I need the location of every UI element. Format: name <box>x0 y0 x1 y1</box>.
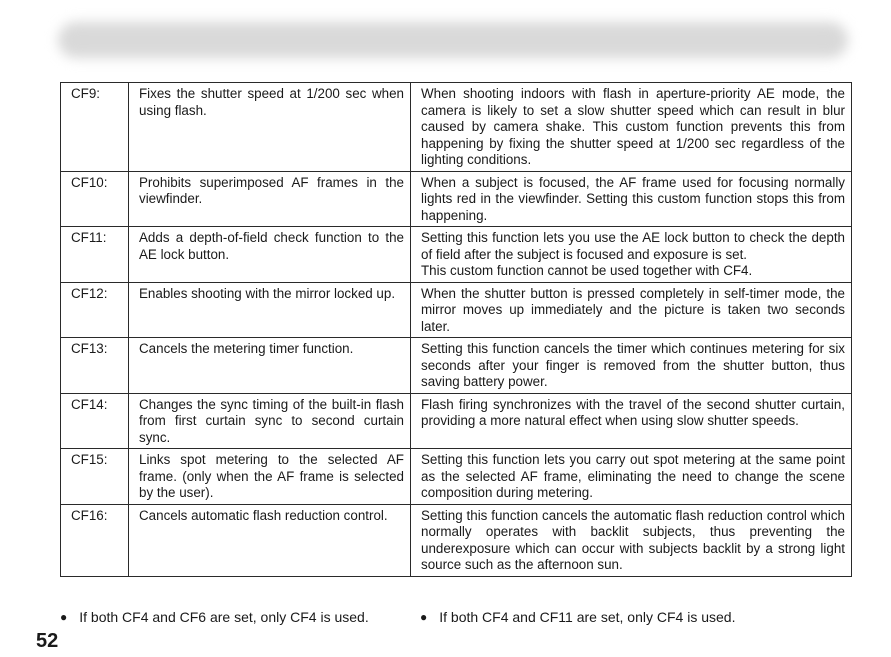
cf-description: Setting this function cancels the automatic flash reduction control which normally operates with backlit subjects, thus preventing the underexposure which can occur with subjects backlit by a strong light source such as the afternoon sun. <box>411 504 852 576</box>
table-row <box>61 83 852 172</box>
footnote-text: If both CF4 and CF11 are set, only CF4 is used. <box>439 609 736 625</box>
cf-code: CF10: <box>61 171 129 227</box>
cf-function: Fixes the shutter speed at 1/200 sec when using flash. <box>129 83 411 172</box>
footnote-text: If both CF4 and CF6 are set, only CF4 is used. <box>79 609 369 625</box>
cf-description: Setting this function lets you carry out spot metering at the same point as the selected AF frame, eliminating the need to change the scene composition during metering. <box>411 449 852 505</box>
cf-description: Setting this function cancels the timer which continues metering for six seconds after your finger is removed from the shutter button, thus saving battery power. <box>411 338 852 394</box>
cf-description: Setting this function lets you use the AE lock button to check the depth of field after the subject is focused and exposure is set. <box>421 230 845 262</box>
cf-function: Adds a depth-of-field check function to the AE lock button. <box>129 227 411 283</box>
cf-code: CF12: <box>61 282 129 338</box>
cf-description-cell <box>411 227 852 283</box>
cf-description: Flash firing synchronizes with the travel of the second shutter curtain, providing a more natural effect when using slow shutter speeds. <box>411 393 852 449</box>
table-row <box>61 504 852 576</box>
bullet-icon: ● <box>420 610 428 624</box>
header-band <box>58 22 848 58</box>
cf-description: When a subject is focused, the AF frame used for focusing normally lights red in the viewfinder. Setting this custom function stops this from happening. <box>411 171 852 227</box>
table-row <box>61 449 852 505</box>
cf-description: When shooting indoors with flash in aperture-priority AE mode, the camera is likely to set a slow shutter speed which can result in blur caused by camera shake. This custom function prevents this from happening by fixing the shutter speed at 1/200 sec regardless of the lighting conditions. <box>411 83 852 172</box>
page-number: 52 <box>36 630 59 652</box>
footnote-left <box>60 608 420 626</box>
custom-function-table <box>60 82 852 577</box>
cf-code: CF9: <box>61 83 129 172</box>
table-row <box>61 171 852 227</box>
cf-code: CF15: <box>61 449 129 505</box>
cf-function: Prohibits superimposed AF frames in the viewfinder. <box>129 171 411 227</box>
cf-function: Changes the sync timing of the built-in flash from first curtain sync to second curtain sync. <box>129 393 411 449</box>
cf-code: CF14: <box>61 393 129 449</box>
cf-function: Cancels the metering timer function. <box>129 338 411 394</box>
cf-code: CF16: <box>61 504 129 576</box>
table-row <box>61 227 852 283</box>
footnotes <box>60 608 840 626</box>
cf-function: Enables shooting with the mirror locked up. <box>129 282 411 338</box>
cf-function: Links spot metering to the selected AF frame. (only when the AF frame is selected by the user). <box>129 449 411 505</box>
cf-description: When the shutter button is pressed completely in self-timer mode, the mirror moves up immediately and the picture is taken two seconds later. <box>411 282 852 338</box>
cf-code: CF13: <box>61 338 129 394</box>
table-row <box>61 338 852 394</box>
cf-code: CF11: <box>61 227 129 283</box>
cf-function: Cancels automatic flash reduction control. <box>129 504 411 576</box>
cf-description-extra: This custom function cannot be used together with CF4. <box>421 263 753 278</box>
bullet-icon: ● <box>60 610 68 624</box>
footnote-right <box>420 608 735 626</box>
table-row <box>61 282 852 338</box>
table-row <box>61 393 852 449</box>
